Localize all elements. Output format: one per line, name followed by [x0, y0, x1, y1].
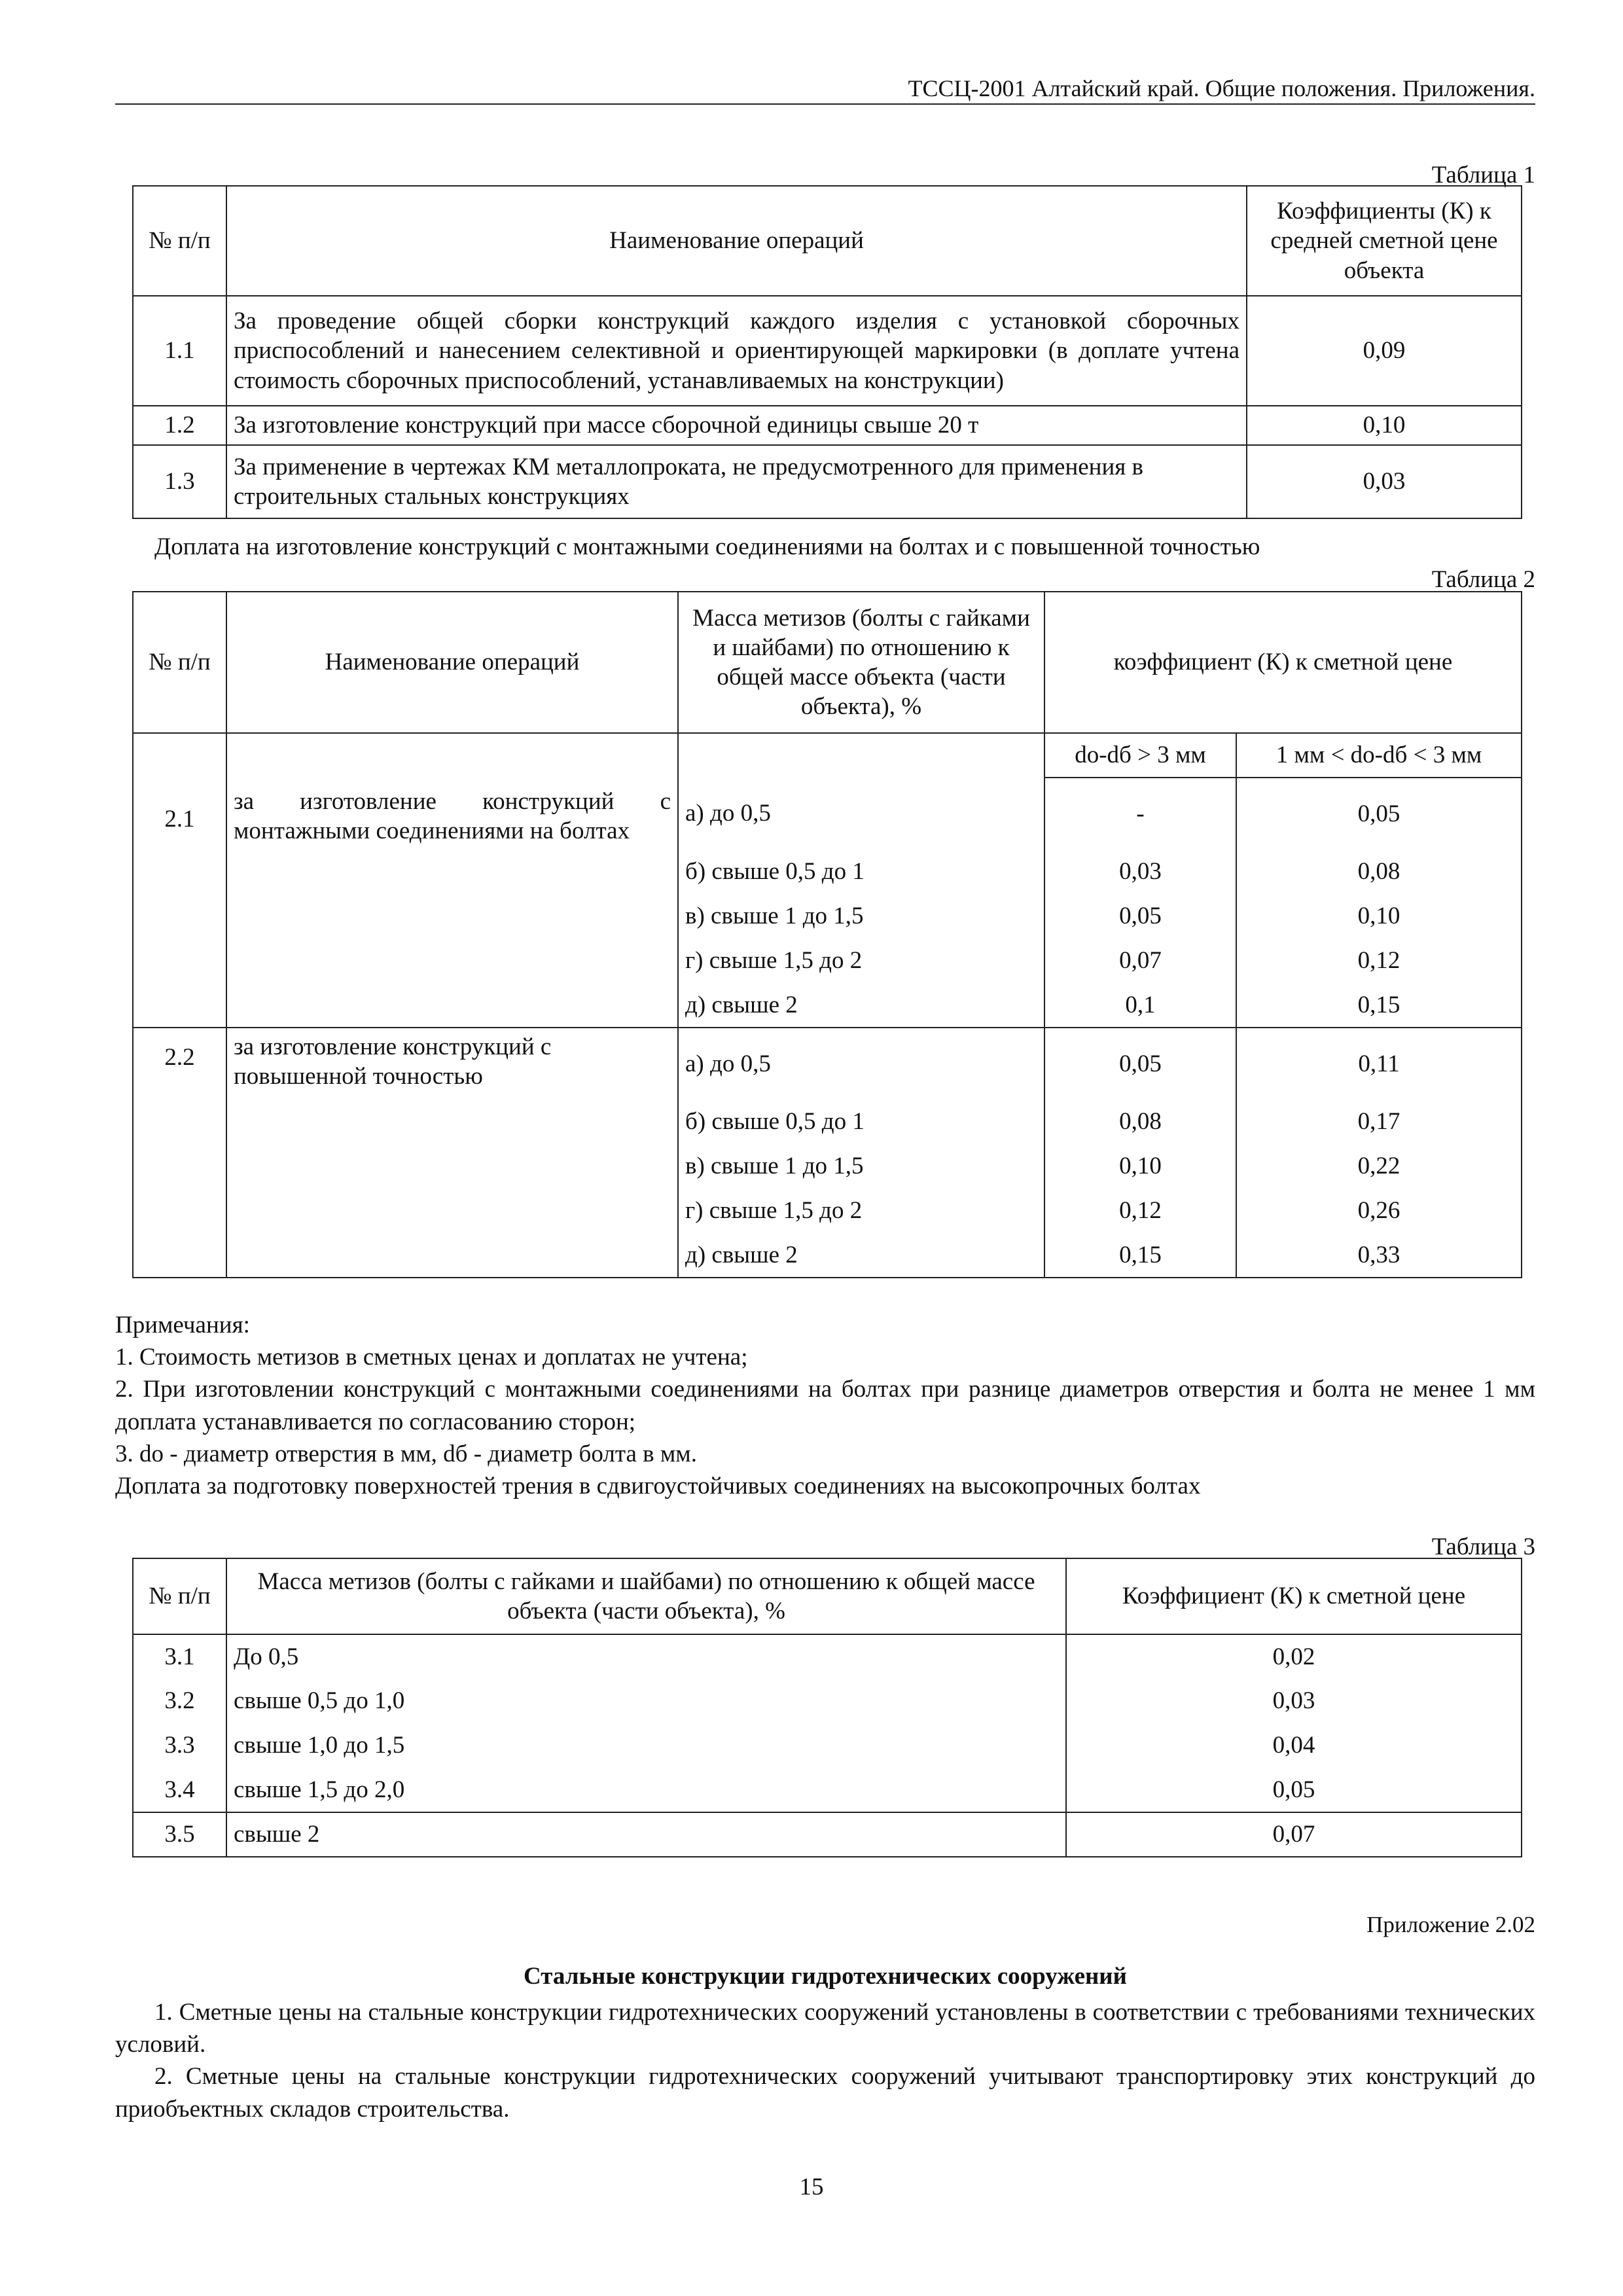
table2-cell-k1: 0,05 — [1044, 894, 1236, 939]
table2-cell-k2: 0,33 — [1236, 1233, 1522, 1278]
table2-cell-mass: г) свыше 1,5 до 2 — [678, 1189, 1044, 1233]
table2-cell-k1: 0,15 — [1044, 1233, 1236, 1278]
table1-cell-coef: 0,10 — [1247, 406, 1522, 445]
table1-header-num: № п/п — [133, 186, 226, 296]
table-row — [133, 983, 1522, 1028]
table3-intro: Доплата за подготовку поверхностей трения в сдвигоустойчивых соединениях на высокопрочных болтах — [115, 1473, 1201, 1500]
table-row — [133, 939, 1522, 983]
table2-cell-mass: б) свыше 0,5 до 1 — [678, 850, 1044, 894]
table-row — [133, 1634, 1522, 1679]
notes-title: Примечания: — [115, 1312, 250, 1338]
appendix-label: Приложение 2.02 — [1366, 1912, 1535, 1937]
table2-subheader-row — [133, 733, 1522, 778]
table2-empty-cell — [133, 850, 226, 894]
table3 — [132, 1558, 1522, 1857]
table2-cell-k1: 0,07 — [1044, 939, 1236, 983]
table2-empty-cell — [226, 850, 678, 894]
table-row — [133, 1028, 1522, 1100]
notes-block — [115, 1309, 1535, 1502]
table1-header-coef: Коэффициенты (К) к средней сметной цене объекта — [1247, 186, 1522, 296]
table-row — [133, 1100, 1522, 1144]
table1-header-name: Наименование операций — [226, 186, 1247, 296]
note-item: 1. Стоимость метизов в сметных ценах и доплатах не учтена; — [115, 1344, 748, 1371]
table1-cell-num: 1.3 — [133, 445, 226, 518]
table2-header-coef: коэффициент (К) к сметной цене — [1044, 592, 1522, 733]
table2-subheader-1: dо-dб > 3 мм — [1044, 733, 1236, 778]
table3-cell-num: 3.5 — [133, 1812, 226, 1857]
table-row — [133, 894, 1522, 939]
header-divider — [115, 103, 1535, 105]
table3-cell-coef: 0,04 — [1066, 1723, 1522, 1768]
table2-empty-cell — [133, 1233, 226, 1278]
table2-empty-cell — [133, 939, 226, 983]
table1-cell-name: За применение в чертежах КМ металлопроката, не предусмотренного для применения в строительных стальных конструкциях — [226, 445, 1247, 518]
table2-empty-cell — [133, 1144, 226, 1189]
table2-cell-k2: 0,15 — [1236, 983, 1522, 1028]
table2-header-mass: Масса метизов (болты с гайками и шайбами) по отношению к общей массе объекта (части объекта), % — [678, 592, 1044, 733]
table1-cell-name: За проведение общей сборки конструкций каждого изделия с установкой сборочных приспособлений и нанесением селективной и ориентирующей маркировки (в доплате учтена стоимость сборочных приспособлений, устанавливаемых на конструкции) — [226, 296, 1247, 406]
table2-empty-cell — [226, 983, 678, 1028]
section-title: Стальные конструкции гидротехнических сооружений — [524, 1963, 1127, 1990]
table-row — [133, 406, 1522, 445]
note-item: 3. dо - диаметр отверстия в мм, dб - диаметр болта в мм. — [115, 1440, 697, 1467]
table2-cell-k1: - — [1044, 778, 1236, 850]
table-row — [133, 1723, 1522, 1768]
table3-header-num: № п/п — [133, 1558, 226, 1634]
table3-cell-num: 3.1 — [133, 1634, 226, 1679]
table2-empty-cell — [226, 1189, 678, 1233]
table3-cell-num: 3.4 — [133, 1768, 226, 1812]
table3-header-row — [133, 1558, 1522, 1634]
table3-cell-mass: свыше 1,0 до 1,5 — [226, 1723, 1066, 1768]
table3-label: Таблица 3 — [1431, 1534, 1535, 1560]
table-row — [133, 1144, 1522, 1189]
table1-header-row — [133, 186, 1522, 296]
page-header: ТССЦ-2001 Алтайский край. Общие положения. Приложения. — [908, 75, 1535, 101]
table2-empty-cell — [133, 1189, 226, 1233]
table2-header-row — [133, 592, 1522, 733]
table1-cell-coef: 0,03 — [1247, 445, 1522, 518]
table2 — [132, 591, 1522, 1278]
table2-group-name: за изготовление конструкций с повышенной точностью — [226, 1028, 678, 1100]
table3-cell-coef: 0,05 — [1066, 1768, 1522, 1812]
table2-empty-cell — [226, 1233, 678, 1278]
table3-cell-mass: свыше 1,5 до 2,0 — [226, 1768, 1066, 1812]
table3-header-coef: Коэффициент (К) к сметной цене — [1066, 1558, 1522, 1634]
table2-empty-cell — [133, 894, 226, 939]
table-row — [133, 1768, 1522, 1812]
table2-empty-cell — [226, 1144, 678, 1189]
table1-cell-num: 1.2 — [133, 406, 226, 445]
table2-cell-mass: б) свыше 0,5 до 1 — [678, 1100, 1044, 1144]
table2-label: Таблица 2 — [1431, 566, 1535, 593]
appendix-paragraphs — [115, 1996, 1535, 2125]
table3-header-mass: Масса метизов (болты с гайками и шайбами) по отношению к общей массе объекта (части объекта), % — [226, 1558, 1066, 1634]
table-row — [133, 1189, 1522, 1233]
table2-cell-k2: 0,10 — [1236, 894, 1522, 939]
table1-cell-coef: 0,09 — [1247, 296, 1522, 406]
table2-cell-mass: в) свыше 1 до 1,5 — [678, 894, 1044, 939]
table2-empty-cell — [133, 983, 226, 1028]
table2-cell-mass: в) свыше 1 до 1,5 — [678, 1144, 1044, 1189]
table2-group-num: 2.1 — [133, 733, 226, 850]
table2-cell-k1: 0,05 — [1044, 1028, 1236, 1100]
table2-cell-k1: 0,10 — [1044, 1144, 1236, 1189]
table1-cell-num: 1.1 — [133, 296, 226, 406]
table2-cell-k1: 0,12 — [1044, 1189, 1236, 1233]
table2-cell-mass: д) свыше 2 — [678, 983, 1044, 1028]
table2-empty-cell — [226, 894, 678, 939]
table2-cell-mass: а) до 0,5 — [678, 1028, 1044, 1100]
table2-cell-k1: 0,1 — [1044, 983, 1236, 1028]
table2-cell-mass: г) свыше 1,5 до 2 — [678, 939, 1044, 983]
table2-cell-k2: 0,17 — [1236, 1100, 1522, 1144]
table2-subheader-2: 1 мм < dо-dб < 3 мм — [1236, 733, 1522, 778]
table2-cell-k2: 0,11 — [1236, 1028, 1522, 1100]
table2-empty-cell — [133, 1100, 226, 1144]
table-row — [133, 1679, 1522, 1723]
table-row — [133, 1233, 1522, 1278]
table2-cell-k2: 0,05 — [1236, 778, 1522, 850]
table1-cell-name: За изготовление конструкций при массе сборочной единицы свыше 20 т — [226, 406, 1247, 445]
table2-header-num: № п/п — [133, 592, 226, 733]
table2-group-name: за изготовление конструкций с монтажными соединениями на болтах — [226, 733, 678, 850]
table2-intro: Доплата на изготовление конструкций с монтажными соединениями на болтах и с повышенной точностью — [154, 533, 1260, 560]
table-row — [133, 850, 1522, 894]
table3-cell-coef: 0,03 — [1066, 1679, 1522, 1723]
table-row — [133, 296, 1522, 406]
table3-cell-mass: До 0,5 — [226, 1634, 1066, 1679]
table2-cell-k2: 0,12 — [1236, 939, 1522, 983]
table3-cell-mass: свыше 2 — [226, 1812, 1066, 1857]
table2-cell-mass: д) свыше 2 — [678, 1233, 1044, 1278]
table-row — [133, 1812, 1522, 1857]
table3-cell-coef: 0,07 — [1066, 1812, 1522, 1857]
table3-cell-num: 3.3 — [133, 1723, 226, 1768]
note-item: 2. При изготовлении конструкций с монтажными соединениями на болтах при разнице диаметров отверстия и болта не менее 1 мм доплата устанавливается по согласованию сторон; — [115, 1376, 1535, 1435]
table2-cell-k2: 0,22 — [1236, 1144, 1522, 1189]
table2-cell-k2: 0,08 — [1236, 850, 1522, 894]
table1 — [132, 185, 1522, 519]
table3-cell-num: 3.2 — [133, 1679, 226, 1723]
table2-empty-cell — [678, 733, 1044, 778]
table2-empty-cell — [226, 939, 678, 983]
table-row — [133, 445, 1522, 518]
table3-cell-mass: свыше 0,5 до 1,0 — [226, 1679, 1066, 1723]
table1-label: Таблица 1 — [1431, 162, 1535, 188]
table2-cell-k1: 0,08 — [1044, 1100, 1236, 1144]
table2-cell-mass: а) до 0,5 — [678, 778, 1044, 850]
table2-empty-cell — [226, 1100, 678, 1144]
table2-cell-k1: 0,03 — [1044, 850, 1236, 894]
table2-header-name: Наименование операций — [226, 592, 678, 733]
appendix-paragraph: 2. Сметные цены на стальные конструкции гидротехнических сооружений учитывают транспортировку этих конструкций до приобъектных складов строительства. — [115, 2063, 1535, 2123]
table2-cell-k2: 0,26 — [1236, 1189, 1522, 1233]
appendix-paragraph: 1. Сметные цены на стальные конструкции гидротехнических сооружений установлены в соответствии с требованиями технических условий. — [115, 1999, 1535, 2058]
table3-cell-coef: 0,02 — [1066, 1634, 1522, 1679]
page-number: 15 — [799, 2174, 824, 2200]
table2-group-num: 2.2 — [133, 1028, 226, 1100]
